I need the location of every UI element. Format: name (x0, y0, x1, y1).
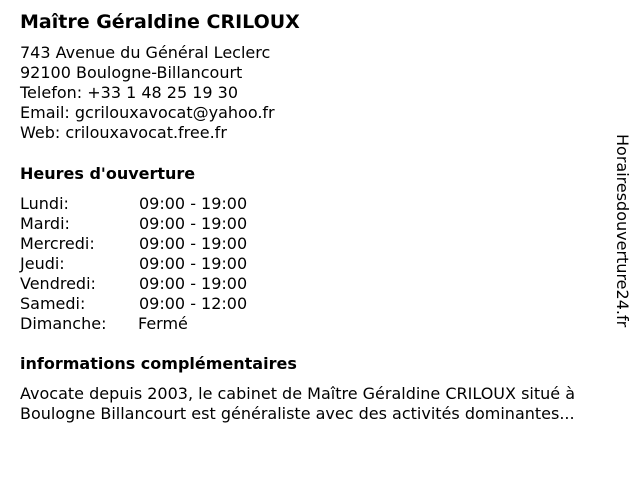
description-line: Boulogne Billancourt est généraliste avec des activités dominantes... (20, 404, 575, 423)
time-value: 09:00 - 19:00 (139, 274, 248, 293)
time-value: Fermé (138, 314, 188, 333)
info-heading: informations complémentaires (20, 354, 297, 373)
day-label: Samedi: (20, 294, 86, 313)
day-label: Jeudi: (20, 254, 65, 273)
time-value: 09:00 - 19:00 (139, 254, 248, 273)
business-description (20, 358, 628, 424)
site-watermark: Horairesdouverture24.fr (613, 134, 632, 328)
description-line: Avocate depuis 2003, le cabinet de Maître Géraldine CRILOUX situé à (20, 384, 575, 403)
time-value: 09:00 - 19:00 (139, 194, 248, 213)
address-street: 743 Avenue du Général Leclerc (20, 43, 271, 62)
hours-heading: Heures d'ouverture (20, 164, 196, 183)
time-value: 09:00 - 19:00 (139, 234, 248, 253)
day-label: Lundi: (20, 194, 69, 213)
address-city: 92100 Boulogne-Billancourt (20, 63, 243, 82)
phone-number: Telefon: +33 1 48 25 19 30 (20, 83, 239, 102)
email-address: Email: gcrilouxavocat@yahoo.fr (20, 103, 275, 122)
day-label: Mercredi: (20, 234, 95, 253)
website: Web: crilouxavocat.free.fr (20, 123, 227, 142)
day-label: Dimanche: (20, 314, 107, 333)
time-value: 09:00 - 19:00 (139, 214, 248, 233)
time-value: 09:00 - 12:00 (139, 294, 248, 313)
day-label: Mardi: (20, 214, 70, 233)
day-label: Vendredi: (20, 274, 96, 293)
business-name: Maître Géraldine CRILOUX (20, 11, 300, 33)
contact-block (20, 43, 275, 143)
